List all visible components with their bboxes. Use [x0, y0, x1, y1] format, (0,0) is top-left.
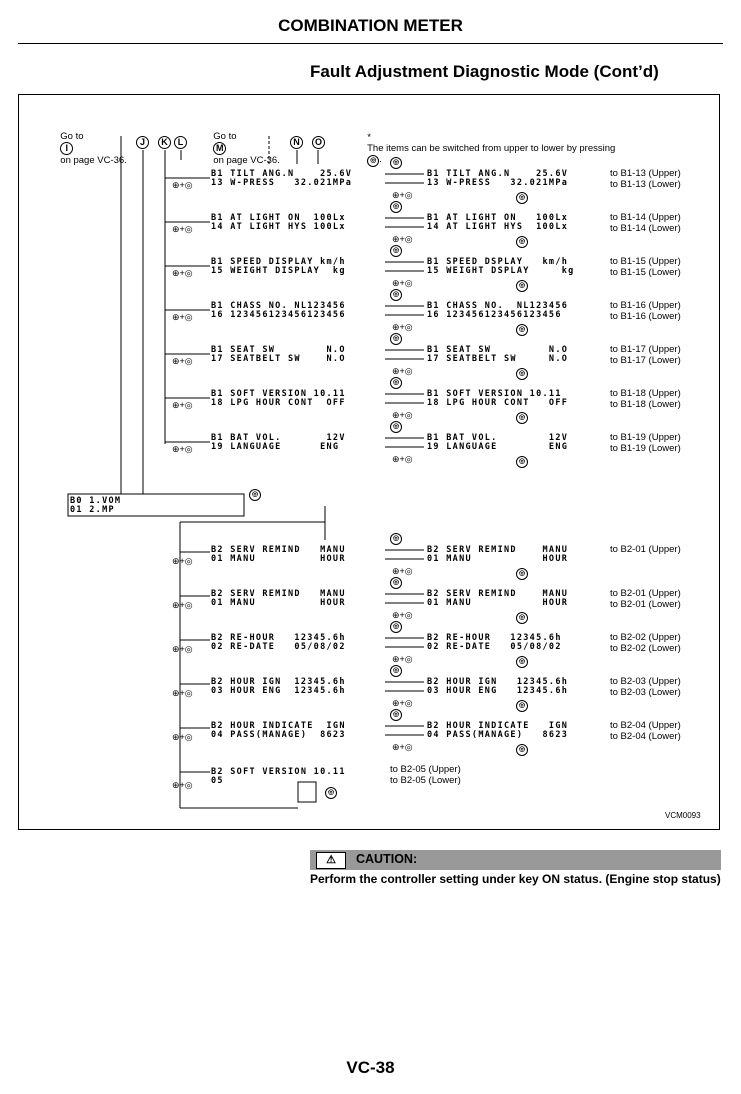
b0-line-1: B0 1.VOM — [70, 496, 122, 506]
b2-rows-to-lower: to B2-02 (Lower) — [610, 643, 681, 654]
connector-letter-j: J — [136, 136, 149, 149]
b1-rows-to-lower: to B1-17 (Lower) — [610, 355, 681, 366]
b1-rows-to-upper: to B1-16 (Upper) — [610, 300, 681, 311]
nav-up-plus-button-icon: ⊕+◎ — [172, 556, 193, 566]
nav-down-plus-button-icon: ⊕+◎ — [392, 742, 413, 752]
section-subtitle: Fault Adjustment Diagnostic Mode (Cont’d) — [310, 62, 659, 81]
b1-rows-to-upper: to B1-17 (Upper) — [610, 344, 681, 355]
b1-rows-left-line-2: 19 LANGUAGE ENG — [211, 442, 340, 452]
b2-rows-left-line-1: B2 HOUR INDICATE IGN — [211, 721, 346, 731]
b2-rows-left-line-2: 03 HOUR ENG 12345.6h — [211, 686, 346, 696]
b0-line-2: 01 2.MP — [70, 505, 115, 515]
nav-down-plus-button-icon: ⊕+◎ — [392, 234, 413, 244]
b1-rows-right-line-2: 15 WEIGHT DSPLAY kg — [427, 266, 575, 276]
button-icon: ◎ — [390, 577, 402, 589]
b1-rows-left-line-1: B1 BAT VOL. 12V — [211, 433, 346, 443]
b2-rows-left-line-1: B2 SERV REMIND MANU — [211, 589, 346, 599]
b1-rows-right-line-1: B1 BAT VOL. 12V — [427, 433, 569, 443]
star-note-end: . — [379, 154, 382, 165]
button-icon: ◎ — [516, 568, 528, 580]
b2-rows-right-line-1: B2 HOUR IGN 12345.6h — [427, 677, 569, 687]
nav-up-plus-button-icon: ⊕+◎ — [172, 224, 193, 234]
b2-rows-to-upper: to B2-01 (Upper) — [610, 544, 681, 555]
figure-code: VCM0093 — [665, 811, 701, 820]
b2-rows-left-line-2: 01 MANU HOUR — [211, 598, 346, 608]
b1-rows-right-line-1: B1 SPEED DSPLAY km/h — [427, 257, 569, 267]
b1-rows-to-upper: to B1-14 (Upper) — [610, 212, 681, 223]
b1-rows-to-lower: to B1-16 (Lower) — [610, 311, 681, 322]
nav-up-plus-button-icon: ⊕+◎ — [172, 180, 193, 190]
b2-last-to-lower: to B2-05 (Lower) — [390, 775, 461, 786]
b1-rows-to-lower: to B1-14 (Lower) — [610, 223, 681, 234]
nav-up-plus-button-icon: ⊕+◎ — [172, 312, 193, 322]
b1-rows-right-line-2: 14 AT LIGHT HYS 100Lx — [427, 222, 569, 232]
nav-down-plus-button-icon: ⊕+◎ — [392, 190, 413, 200]
nav-down-plus-button-icon: ⊕+◎ — [392, 322, 413, 332]
connector-letter-l: L — [174, 136, 187, 149]
b2-last-left-line-1: B2 SOFT VERSION 10.11 — [211, 767, 346, 777]
b1-rows-right-line-2: 17 SEATBELT SW N.O — [427, 354, 569, 364]
b2-rows-right-line-1: B2 HOUR INDICATE IGN — [427, 721, 569, 731]
b2-rows-right-line-2: 02 RE-DATE 05/08/02 — [427, 642, 562, 652]
nav-up-plus-button-icon: ⊕+◎ — [172, 732, 193, 742]
b1-rows-left-line-1: B1 TILT ANG.N 25.6V — [211, 169, 353, 179]
nav-up-plus-button-icon: ⊕+◎ — [172, 600, 193, 610]
page-header-title: COMBINATION METER — [278, 16, 463, 35]
b2-rows-right-line-2: 01 MANU HOUR — [427, 554, 569, 564]
b1-rows-right-line-1: B1 TILT ANG.N 25.6V — [427, 169, 569, 179]
button-icon: ◎ — [516, 412, 528, 424]
nav-down-plus-button-icon: ⊕+◎ — [392, 410, 413, 420]
button-icon: ◎ — [516, 236, 528, 248]
goto-left-suffix: on page VC-36. — [60, 155, 127, 166]
button-icon: ◎ — [390, 709, 402, 721]
b2-rows-to-lower: to B2-04 (Lower) — [610, 731, 681, 742]
b1-rows-left-line-1: B1 SOFT VERSION 10.11 — [211, 389, 346, 399]
nav-down-plus-button-icon: ⊕+◎ — [392, 278, 413, 288]
b1-rows-left-line-1: B1 AT LIGHT ON 100Lx — [211, 213, 346, 223]
b1-rows-to-lower: to B1-18 (Lower) — [610, 399, 681, 410]
b1-rows-to-lower: to B1-13 (Lower) — [610, 179, 681, 190]
b1-rows-to-upper: to B1-18 (Upper) — [610, 388, 681, 399]
b1-rows-to-lower: to B1-19 (Lower) — [610, 443, 681, 454]
nav-up-plus-button-icon: ⊕+◎ — [172, 400, 193, 410]
caution-text: Perform the controller setting under key ON status. (Engine stop status) — [310, 872, 721, 886]
b2-rows-to-lower: to B2-01 (Lower) — [610, 599, 681, 610]
caution-label: CAUTION: — [356, 852, 418, 866]
warning-icon: ⚠ — [316, 852, 346, 869]
button-icon: ◎ — [516, 368, 528, 380]
button-icon: ◎ — [390, 333, 402, 345]
b1-rows-left-line-1: B1 CHASS NO. NL123456 — [211, 301, 346, 311]
b2-rows-to-lower: to B2-03 (Lower) — [610, 687, 681, 698]
b2-rows-to-upper: to B2-01 (Upper) — [610, 588, 681, 599]
b1-rows-left-line-2: 14 AT LIGHT HYS 100Lx — [211, 222, 346, 232]
button-icon: ◎ — [390, 289, 402, 301]
star-note-text: The items can be switched from upper to lower by pressing — [367, 143, 616, 154]
button-icon: ◎ — [390, 421, 402, 433]
connector-letter-n: N — [290, 136, 303, 149]
b2-last-to-upper: to B2-05 (Upper) — [390, 764, 461, 775]
b1-rows-left-line-2: 15 WEIGHT DISPLAY kg — [211, 266, 346, 276]
button-icon: ◎ — [390, 665, 402, 677]
nav-down-plus-button-icon: ⊕+◎ — [392, 610, 413, 620]
b1-rows-left-line-1: B1 SEAT SW N.O — [211, 345, 346, 355]
b1-rows-right-line-2: 19 LANGUAGE ENG — [427, 442, 569, 452]
connector-letter-o: O — [312, 136, 325, 149]
connector-letter-k: K — [158, 136, 171, 149]
b2-rows-right-line-2: 03 HOUR ENG 12345.6h — [427, 686, 569, 696]
b0-button-icon: ◎ — [249, 489, 261, 501]
b1-rows-to-upper: to B1-19 (Upper) — [610, 432, 681, 443]
b1-rows-right-line-2: 18 LPG HOUR CONT OFF — [427, 398, 569, 408]
button-icon: ◎ — [516, 744, 528, 756]
b1-rows-left-line-1: B1 SPEED DISPLAY km/h — [211, 257, 346, 267]
b2-rows-left-line-2: 01 MANU HOUR — [211, 554, 346, 564]
nav-down-plus-button-icon: ⊕+◎ — [392, 654, 413, 664]
b1-rows-right-line-1: B1 SOFT VERSION 10.11 — [427, 389, 562, 399]
goto-right-suffix: on page VC-36. — [213, 155, 280, 166]
goto-left-prefix: Go to — [60, 131, 84, 142]
nav-up-plus-button-icon: ⊕+◎ — [172, 688, 193, 698]
button-icon: ◎ — [390, 201, 402, 213]
b2-last-button-icon: ◎ — [325, 787, 337, 799]
button-icon: ◎ — [390, 245, 402, 257]
nav-up-plus-button-icon: ⊕+◎ — [172, 268, 193, 278]
nav-up-plus-button-icon: ⊕+◎ — [172, 444, 193, 454]
b2-rows-to-upper: to B2-02 (Upper) — [610, 632, 681, 643]
goto-left-letter: I — [60, 142, 73, 155]
button-icon: ◎ — [390, 621, 402, 633]
button-icon: ◎ — [390, 533, 402, 545]
b1-rows-right-line-1: B1 CHASS NO. NL123456 — [427, 301, 569, 311]
b1-rows-right-line-1: B1 AT LIGHT ON 100Lx — [427, 213, 569, 223]
b2-rows-right-line-1: B2 SERV REMIND MANU — [427, 545, 569, 555]
b2-rows-left-line-2: 02 RE-DATE 05/08/02 — [211, 642, 346, 652]
button-icon: ◎ — [367, 155, 379, 167]
b2-rows-left-line-2: 04 PASS(MANAGE) 8623 — [211, 730, 346, 740]
nav-up-plus-button-icon: ⊕+◎ — [172, 644, 193, 654]
b2-rows-to-upper: to B2-03 (Upper) — [610, 676, 681, 687]
nav-down-plus-button-icon: ⊕+◎ — [392, 366, 413, 376]
b2-rows-left-line-1: B2 SERV REMIND MANU — [211, 545, 346, 555]
b1-rows-to-upper: to B1-13 (Upper) — [610, 168, 681, 179]
button-icon: ◎ — [516, 612, 528, 624]
b2-rows-left-line-1: B2 RE-HOUR 12345.6h — [211, 633, 346, 643]
b1-rows-right-line-2: 13 W-PRESS 32.021MPa — [427, 178, 569, 188]
nav-down-plus-button-icon: ⊕+◎ — [392, 698, 413, 708]
button-icon: ◎ — [516, 324, 528, 336]
b1-rows-left-line-2: 18 LPG HOUR CONT OFF — [211, 398, 346, 408]
b2-last-left-line-2: 05 — [211, 776, 224, 786]
star-mark: * — [367, 132, 371, 143]
b2-rows-right-line-2: 04 PASS(MANAGE) 8623 — [427, 730, 569, 740]
button-icon: ◎ — [516, 656, 528, 668]
b2-rows-right-line-1: B2 RE-HOUR 12345.6h — [427, 633, 562, 643]
b2-rows-right-line-1: B2 SERV REMIND MANU — [427, 589, 569, 599]
b2-rows-to-upper: to B2-04 (Upper) — [610, 720, 681, 731]
b1-rows-left-line-2: 13 W-PRESS 32.021MPa — [211, 178, 353, 188]
button-icon: ◎ — [516, 700, 528, 712]
b1-rows-right-line-2: 16 123456123456123456 — [427, 310, 562, 320]
button-icon: ◎ — [516, 280, 528, 292]
button-icon: ◎ — [390, 157, 402, 169]
b1-rows-to-lower: to B1-15 (Lower) — [610, 267, 681, 278]
b2-rows-right-line-2: 01 MANU HOUR — [427, 598, 569, 608]
b1-rows-left-line-2: 17 SEATBELT SW N.O — [211, 354, 346, 364]
goto-right-prefix: Go to — [213, 131, 237, 142]
b2-rows-left-line-1: B2 HOUR IGN 12345.6h — [211, 677, 346, 687]
button-icon: ◎ — [390, 377, 402, 389]
b1-rows-left-line-2: 16 123456123456123456 — [211, 310, 346, 320]
b1-rows-right-line-1: B1 SEAT SW N.O — [427, 345, 569, 355]
b2-last-nav-icon: ⊕+◎ — [172, 780, 193, 790]
nav-down-plus-button-icon: ⊕+◎ — [392, 566, 413, 576]
goto-right-letter: M — [213, 142, 226, 155]
nav-up-plus-button-icon: ⊕+◎ — [172, 356, 193, 366]
nav-down-plus-button-icon: ⊕+◎ — [392, 454, 413, 464]
button-icon: ◎ — [516, 456, 528, 468]
b1-rows-to-upper: to B1-15 (Upper) — [610, 256, 681, 267]
page-number: VC-38 — [346, 1058, 395, 1077]
button-icon: ◎ — [516, 192, 528, 204]
